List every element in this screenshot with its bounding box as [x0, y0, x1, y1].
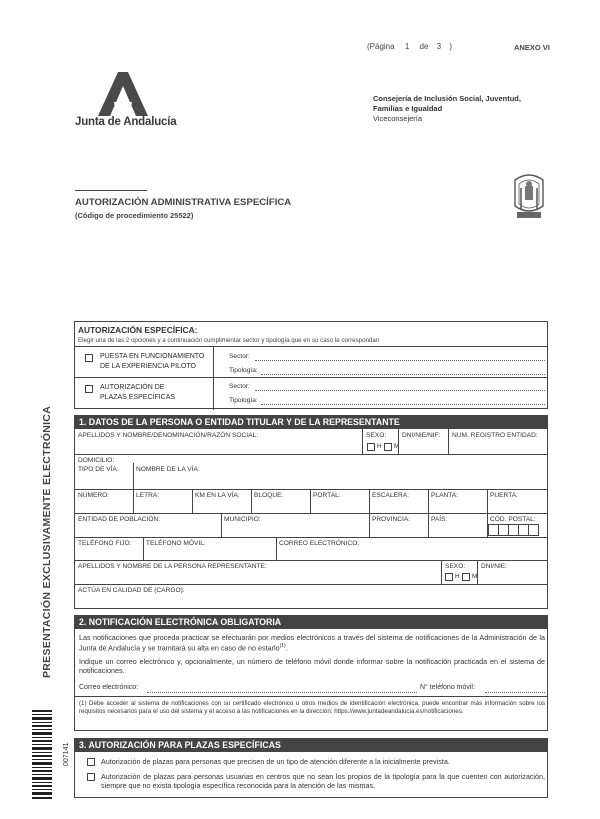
sex-m-checkbox[interactable] — [384, 443, 392, 451]
tipologia-label: Tipología: — [229, 367, 258, 374]
label-pais: PAÍS: — [431, 516, 448, 523]
label-rep-dni: DNI/NIE: — [481, 563, 508, 570]
department-line: Familias e Igualdad — [373, 104, 443, 113]
tipologia-field[interactable] — [261, 374, 545, 375]
specific-authorization-instruction: Elegir una de las 2 opciones y a continuación cumplimentar sector y tipología que en su caso le correspondan — [78, 337, 380, 344]
sector-field[interactable] — [255, 390, 545, 391]
specific-authorization-heading: AUTORIZACIÓN ESPECÍFICA: — [78, 325, 198, 335]
department-block — [373, 94, 521, 124]
label-km: KM EN LA VÍA: — [195, 492, 240, 499]
page-label: (Página — [367, 42, 395, 51]
label-registro: NUM. REGISTRO ENTIDAD: — [452, 432, 538, 439]
pilot-experience-label — [100, 352, 204, 372]
rep-sex-h-checkbox[interactable] — [445, 573, 453, 581]
annex-label: ANEXO VI — [514, 43, 550, 52]
section-2-heading: 2. NOTIFICACIÓN ELECTRÓNICA OBLIGATORIA — [75, 616, 547, 629]
label-numero: NÚMERO: — [78, 492, 110, 499]
pilot-experience-checkbox[interactable] — [85, 354, 93, 362]
label-correo: CORREO ELECTRÓNICO: — [279, 540, 360, 547]
section-2-box — [74, 615, 548, 731]
other-centers-label: Autorización de plazas para personas usuarias en centros que no sean los propios de la tipología para la que cuenten con autorización, siempre que no exista tipología específica reconocida para la atención de las mismas. — [101, 772, 545, 791]
label-tel-fijo: TELÉFONO FIJO: — [78, 540, 132, 547]
label-domicilio: DOMICILIO: — [78, 457, 115, 464]
other-centers-checkbox[interactable] — [87, 773, 95, 781]
label-provincia: PROVINCIA: — [372, 516, 411, 523]
label-actua: ACTÚA EN CALIDAD DE (CARGO): — [78, 587, 185, 594]
notification-phone-field[interactable] — [485, 692, 545, 693]
option-label-line: PUESTA EN FUNCIONAMIENTO — [100, 353, 205, 360]
different-attention-checkbox[interactable] — [87, 758, 95, 766]
label-notif-telefono: N° teléfono móvil: — [420, 684, 475, 691]
label-tel-movil: TELÉFONO MÓVIL: — [146, 540, 206, 547]
sector-label: Sector: — [229, 353, 250, 360]
page-indicator — [367, 42, 452, 51]
specific-places-label — [100, 383, 175, 403]
procedure-code: (Código de procedimiento 25522) — [75, 211, 194, 220]
page-total: 3 — [436, 42, 442, 51]
specific-places-checkbox[interactable] — [85, 385, 93, 393]
label-sexo: SEXO: — [366, 432, 387, 439]
sector-field[interactable] — [255, 360, 545, 361]
label-planta: PLANTA: — [431, 492, 458, 499]
barcode-number: 007141 — [63, 742, 70, 766]
tipologia-label: Tipología: — [229, 397, 258, 404]
label-escalera: ESCALERA: — [372, 492, 410, 499]
section-1-heading: 1. DATOS DE LA PERSONA O ENTIDAD TITULAR Y DE LA REPRESENTANTE — [75, 416, 547, 429]
junta-logo-icon — [98, 72, 148, 116]
tipologia-field[interactable] — [261, 404, 545, 405]
label-municipio: MUNICIPIO: — [224, 516, 261, 523]
section-3-box — [74, 738, 548, 798]
label-tipo-via: TIPO DE VÍA: — [78, 466, 119, 473]
option-label-line: AUTORIZACIÓN DE — [100, 384, 165, 391]
sex-h-checkbox[interactable] — [367, 443, 375, 451]
notification-paragraph-1: Las notificaciones que proceda practicar se efectuarán por medios electrónicos a través del sistema de notificaciones de la Administración de la Junta de Andalucía y se tramitará su alta en caso de no estarlo$^{(1)}$. — [79, 633, 545, 653]
section-1-box — [74, 415, 548, 609]
rep-sex-m-label: M — [472, 573, 478, 580]
page-close: ) — [449, 42, 452, 51]
department-line: Viceconsejería — [373, 114, 423, 123]
notification-email-field[interactable] — [147, 692, 417, 693]
barcode-icon — [32, 710, 52, 800]
label-rep-apellidos: APELLIDOS Y NOMBRE DE LA PERSONA REPRESENTANTE: — [78, 563, 267, 570]
logo-text: Junta de Andalucía — [75, 116, 177, 128]
option-label-line: PLAZAS ESPECÍFICAS — [100, 394, 176, 401]
sex-m-label: M — [394, 443, 400, 450]
option-label-line: DE LA EXPERIENCIA PILOTO — [100, 363, 196, 370]
notification-paragraph-2: Indique un correo electrónico y, opcionalmente, un número de teléfono móvil donde informar sobre la notificación practicada en el sistema de notificaciones. — [79, 657, 545, 676]
electronic-only-notice: PRESENTACIÓN EXCLUSIVAMENTE ELECTRÓNICA — [41, 405, 53, 678]
postal-code-cells[interactable] — [488, 524, 538, 536]
notification-text: Las notificaciones que proceda practicar se efectuarán por medios electrónicos a través del sistema de notificaciones de la Administración de la Junta de Andalucía y se tramitará su alta en caso de no estarlo — [79, 633, 545, 653]
label-nombre-via: NOMBRE DE LA VÍA: — [136, 466, 200, 473]
department-line: Consejería de Inclusión Social, Juventud, — [373, 94, 521, 103]
section-3-heading: 3. AUTORIZACIÓN PARA PLAZAS ESPECÍFICAS — [75, 739, 547, 752]
title-rule — [75, 190, 147, 191]
coat-of-arms-icon — [511, 172, 547, 222]
page-of: de — [419, 42, 429, 51]
specific-authorization-box — [74, 321, 548, 409]
rep-sex-m-checkbox[interactable] — [462, 573, 470, 581]
rep-sex-h-label: H — [455, 573, 460, 580]
label-puerta: PUERTA: — [490, 492, 518, 499]
page-number: 1 — [404, 42, 410, 51]
sector-label: Sector: — [229, 383, 250, 390]
label-notif-correo: Correo electrónico: — [79, 684, 139, 691]
sex-h-label: H — [377, 443, 382, 450]
label-rep-sexo: SEXO: — [445, 563, 466, 570]
label-cod-postal: CÓD. POSTAL: — [490, 516, 536, 523]
notification-footnote: (1) Debe acceder al sistema de notificaciones con su certificado electrónico u otros medios de identificación electrónica, puede encontrar más información sobre los requisitos necesarios para el uso del sistema y el acceso a las notificaciones en la dirección: https://www.juntadeandalucia.es/notificaciones. — [79, 700, 545, 715]
label-letra: LETRA: — [136, 492, 160, 499]
footnote-ref: (1) — [279, 643, 286, 650]
label-portal: PORTAL: — [313, 492, 341, 499]
label-entidad: ENTIDAD DE POBLACIÓN: — [78, 516, 161, 523]
label-bloque: BLOQUE: — [254, 492, 284, 499]
different-attention-label: Autorización de plazas para personas que precisen de un tipo de atención diferente a la inicialmente prevista. — [101, 757, 450, 766]
label-dni: DNI/NIE/NIF: — [402, 432, 441, 439]
form-title: AUTORIZACIÓN ADMINISTRATIVA ESPECÍFICA — [75, 197, 292, 208]
label-apellidos: APELLIDOS Y NOMBRE/DENOMINACIÓN/RAZÓN SOCIAL: — [78, 432, 259, 439]
